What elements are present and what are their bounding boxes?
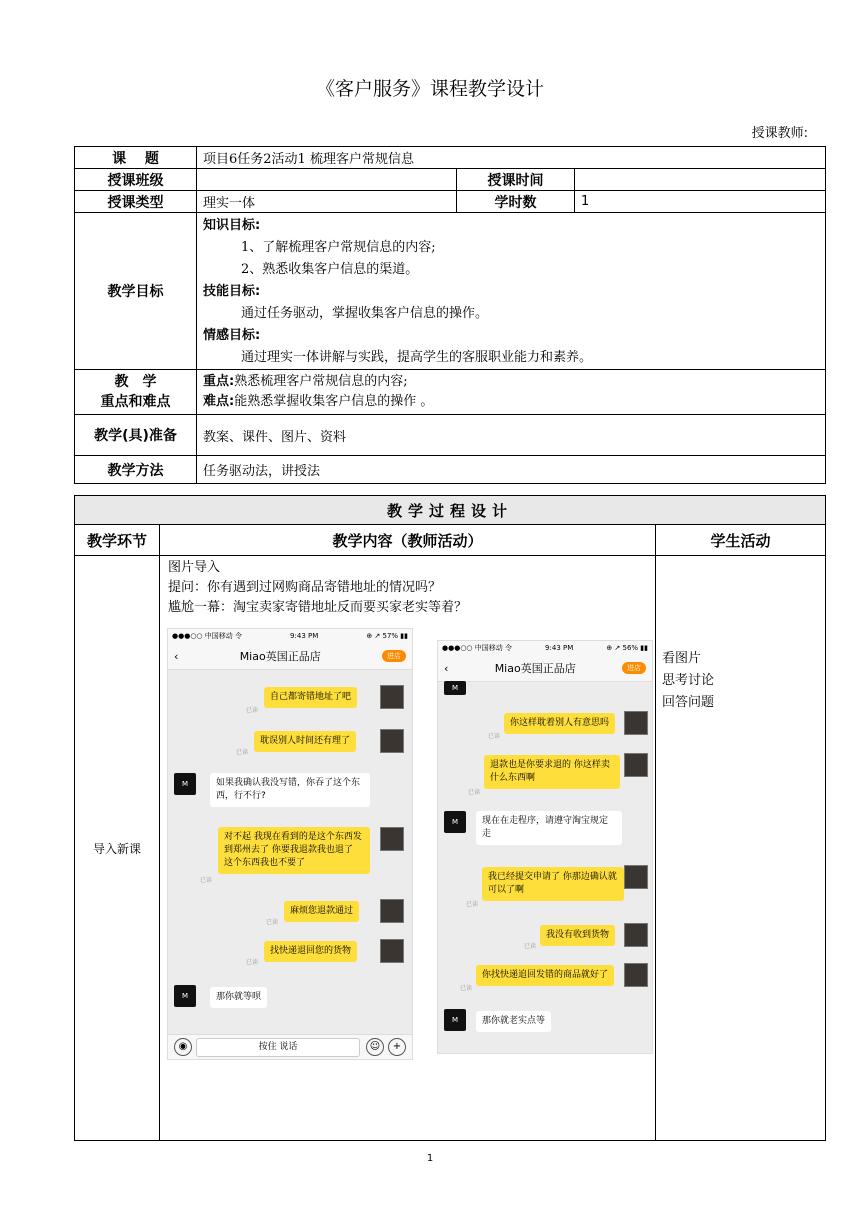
chat-message: 如果我确认我没写错，你吞了这个东西，行不行? <box>210 773 370 807</box>
time-text: 9:43 PM <box>290 632 319 640</box>
course-info-table <box>74 146 826 484</box>
avatar <box>380 685 404 709</box>
read-mark: 已读 <box>488 733 501 740</box>
read-mark: 已读 <box>200 877 213 884</box>
read-mark: 已读 <box>524 943 537 950</box>
chat-message: 找快递退回您的货物 <box>264 941 357 962</box>
chat-message: 麻烦您退款通过 <box>284 901 359 922</box>
knowledge-item: 2、熟悉收集客户信息的渠道。 <box>241 262 419 277</box>
status-bar <box>438 641 652 655</box>
hold-to-talk-button[interactable]: 按住 说话 <box>196 1038 360 1057</box>
shop-name: Miao英国正品店 <box>239 650 321 663</box>
avatar <box>380 939 404 963</box>
topic-label: 课 题 <box>75 147 197 169</box>
goals-label: 教学目标 <box>75 213 197 370</box>
student-activity: 看图片 <box>662 651 702 666</box>
voice-icon[interactable]: ◉ <box>174 1038 192 1056</box>
read-mark: 已读 <box>266 919 279 926</box>
carrier-text: ●●●○○ 中国移动 令 <box>442 644 512 652</box>
chat-screenshot-left <box>167 628 413 1060</box>
chat-message: 我没有收到货物 <box>540 925 615 946</box>
read-mark: 已读 <box>468 789 481 796</box>
shop-avatar: M <box>444 811 466 833</box>
avatar <box>624 923 648 947</box>
skill-label: 技能目标: <box>203 284 261 299</box>
avatar <box>624 711 648 735</box>
status-bar <box>168 629 412 643</box>
method-label: 教学方法 <box>75 456 197 484</box>
class-label: 授课班级 <box>75 169 197 191</box>
difficulty-value: 能熟悉掌握收集客户信息的操作 。 <box>234 394 434 409</box>
stage-intro: 导入新课 <box>75 556 160 1141</box>
read-mark: 已读 <box>236 749 249 756</box>
document-title: 《客户服务》课程教学设计 <box>315 78 544 100</box>
chat-message: 对不起 我现在看到的是这个东西发到郑州去了 你要我退款我也退了 这个东西我也不要了 <box>218 827 370 874</box>
avatar <box>380 899 404 923</box>
prep-label: 教学(具)准备 <box>75 415 197 456</box>
method-value: 任务驱动法，讲授法 <box>197 456 826 484</box>
back-icon: ‹ <box>444 661 449 675</box>
chat-message: 现在在走程序，请遵守淘宝规定走 <box>476 811 622 845</box>
knowledge-item: 1、了解梳理客户常规信息的内容; <box>241 240 436 255</box>
shop-name: Miao英国正品店 <box>494 662 576 675</box>
avatar <box>380 827 404 851</box>
hours-label: 学时数 <box>457 191 575 213</box>
keypoints-label-line1: 教 学 <box>114 374 157 390</box>
avatar <box>624 753 648 777</box>
shop-avatar: M <box>444 681 466 695</box>
prep-value: 教案、课件、图片、资料 <box>197 415 826 456</box>
key-point-value: 熟悉梳理客户常规信息的内容; <box>234 374 408 389</box>
time-text: 9:43 PM <box>545 644 574 652</box>
keypoints-label-line2: 重点和难点 <box>100 394 171 410</box>
col-content: 教学内容（教师活动） <box>160 525 656 556</box>
chat-message: 你找快递追回发错的商品就好了 <box>476 965 614 986</box>
page-number: 1 <box>426 1153 434 1164</box>
chat-message: 耽误别人时间还有理了 <box>254 731 356 752</box>
read-mark: 已读 <box>460 985 473 992</box>
knowledge-label: 知识目标: <box>203 218 261 233</box>
chat-screenshot-right <box>437 640 653 1054</box>
col-stage: 教学环节 <box>75 525 160 556</box>
teacher-label: 授课教师: <box>751 126 808 141</box>
enter-shop-badge: 进店 <box>382 650 406 662</box>
input-bar <box>168 1034 412 1059</box>
avatar <box>624 963 648 987</box>
chat-message: 那你就等呗 <box>210 987 267 1008</box>
battery-text: ⊕ ↗ 57% ▮▮ <box>366 632 408 640</box>
emotion-label: 情感目标: <box>203 328 261 343</box>
shop-avatar: M <box>174 773 196 795</box>
topic-value: 项目6任务2活动1 梳理客户常规信息 <box>197 147 826 169</box>
read-mark: 已读 <box>466 901 479 908</box>
time-label: 授课时间 <box>457 169 575 191</box>
student-activity: 思考讨论 <box>662 673 715 688</box>
read-mark: 已读 <box>246 959 259 966</box>
avatar <box>624 865 648 889</box>
intro-scenario: 尴尬一幕：淘宝卖家寄错地址反而要买家老实等着？ <box>168 600 468 615</box>
emotion-item: 通过理实一体讲解与实践，提高学生的客服职业能力和素养。 <box>241 350 593 365</box>
intro-line: 图片导入 <box>168 560 221 575</box>
type-label: 授课类型 <box>75 191 197 213</box>
back-icon: ‹ <box>174 649 179 663</box>
chat-message: 你这样耽着别人有意思吗 <box>504 713 615 734</box>
shop-avatar: M <box>444 1009 466 1031</box>
chat-message: 我已经提交申请了 你那边确认就可以了啊 <box>482 867 624 901</box>
battery-text: ⊕ ↗ 56% ▮▮ <box>606 644 648 652</box>
intro-question: 提问：你有遇到过网购商品寄错地址的情况吗？ <box>168 580 442 595</box>
col-student: 学生活动 <box>656 525 826 556</box>
emoji-icon[interactable]: ☺ <box>366 1038 384 1056</box>
chat-nav <box>168 643 412 670</box>
avatar <box>380 729 404 753</box>
process-header: 教学过程设计 <box>75 496 826 525</box>
class-value <box>197 169 457 191</box>
chat-message: 自己都寄错地址了吧 <box>264 687 357 708</box>
read-mark: 已读 <box>246 707 259 714</box>
difficulty-label: 难点: <box>203 394 235 409</box>
add-icon[interactable]: + <box>388 1038 406 1056</box>
hours-value: 1 <box>575 191 826 213</box>
chat-message: 那你就老实点等 <box>476 1011 551 1032</box>
enter-shop-badge: 进店 <box>622 662 646 674</box>
key-point-label: 重点: <box>203 374 235 389</box>
time-value <box>575 169 826 191</box>
chat-message: 退款也是你要求退的 你这样卖什么东西啊 <box>484 755 620 789</box>
carrier-text: ●●●○○ 中国移动 令 <box>172 632 242 640</box>
skill-item: 通过任务驱动，掌握收集客户信息的操作。 <box>241 306 489 321</box>
type-value: 理实一体 <box>197 191 457 213</box>
shop-avatar: M <box>174 985 196 1007</box>
chat-nav <box>438 655 652 682</box>
student-activity: 回答问题 <box>662 695 715 710</box>
